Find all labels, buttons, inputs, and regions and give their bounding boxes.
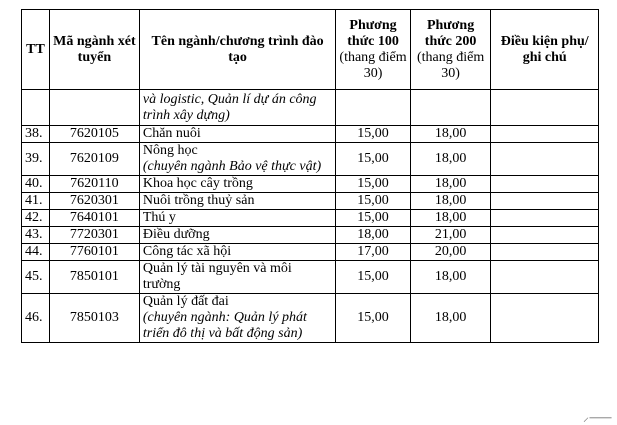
row-method100: 15,00: [336, 176, 410, 193]
row-tt: 44.: [22, 244, 50, 261]
row-note: [491, 244, 599, 261]
row-tt: 46.: [22, 294, 50, 343]
row-name-main: Quản lý đất đai: [142, 294, 229, 309]
header-method200-sub: (thang điểm 30): [416, 49, 485, 81]
row-code: 7850103: [49, 294, 139, 343]
row-method100: 15,00: [336, 126, 410, 143]
continuation-text: và logistic, Quản lí dự án công trình xây dựng): [139, 90, 335, 126]
header-note: Điều kiện phụ/ ghi chú: [491, 10, 599, 90]
table-row: [22, 261, 599, 294]
header-method100-sub: (thang điểm 30): [339, 49, 407, 81]
table-row: [22, 210, 599, 227]
row-tt: 42.: [22, 210, 50, 227]
row-name: [139, 176, 335, 193]
row-method100: 15,00: [336, 210, 410, 227]
header-row: [22, 10, 599, 90]
header-name: Tên ngành/chương trình đào tạo: [139, 10, 335, 90]
row-name: [139, 210, 335, 227]
row-note: [491, 176, 599, 193]
header-method100-title: Phương thức 100: [347, 17, 399, 49]
row-note: [491, 126, 599, 143]
row-method200: 18,00: [410, 294, 491, 343]
row-method200: 18,00: [410, 261, 491, 294]
row-name: [139, 244, 335, 261]
table-row: [22, 176, 599, 193]
row-note: [491, 227, 599, 244]
row-method100: 18,00: [336, 227, 410, 244]
row-name: [139, 294, 335, 343]
row-note: [491, 193, 599, 210]
row-method100: 15,00: [336, 261, 410, 294]
row-tt: 41.: [22, 193, 50, 210]
row-name: [139, 227, 335, 244]
row-method200: 18,00: [410, 210, 491, 227]
signature-mark: ⸝⸺: [583, 410, 613, 424]
row-method200: 20,00: [410, 244, 491, 261]
row-code: 7620110: [49, 176, 139, 193]
row-method200: 18,00: [410, 176, 491, 193]
row-code: 7640101: [49, 210, 139, 227]
row-note: [491, 294, 599, 343]
row-note: [491, 143, 599, 176]
row-tt: 38.: [22, 126, 50, 143]
row-name-specialization: (chuyên ngành Bảo vệ thực vật): [142, 159, 322, 174]
header-method200: [410, 10, 491, 90]
row-name-main: Thú y: [142, 210, 176, 225]
table-row: [22, 143, 599, 176]
row-code: 7720301: [49, 227, 139, 244]
admissions-table: [21, 9, 599, 343]
continuation-row: [22, 90, 599, 126]
row-method200: 21,00: [410, 227, 491, 244]
row-method200: 18,00: [410, 126, 491, 143]
row-note: [491, 210, 599, 227]
row-name-main: Công tác xã hội: [142, 244, 232, 259]
table-row: [22, 193, 599, 210]
table-row: [22, 227, 599, 244]
row-method200: 18,00: [410, 193, 491, 210]
header-tt: TT: [22, 10, 50, 90]
row-name-main: Nuôi trồng thuỷ sản: [142, 193, 255, 208]
row-name-main: Chăn nuôi: [142, 126, 201, 141]
row-tt: 39.: [22, 143, 50, 176]
row-method100: 15,00: [336, 193, 410, 210]
row-tt: 45.: [22, 261, 50, 294]
header-code: Mã ngành xét tuyển: [49, 10, 139, 90]
table-row: [22, 244, 599, 261]
row-name: [139, 193, 335, 210]
header-method100: [336, 10, 410, 90]
row-name: [139, 261, 335, 294]
table-row: [22, 126, 599, 143]
row-tt: 43.: [22, 227, 50, 244]
row-method100: 15,00: [336, 294, 410, 343]
row-name-main: Quản lý tài nguyên và môi trường: [142, 261, 292, 292]
row-name-main: Nông học: [142, 143, 198, 158]
row-tt: 40.: [22, 176, 50, 193]
row-code: 7620301: [49, 193, 139, 210]
row-note: [491, 261, 599, 294]
row-name-main: Điều dưỡng: [142, 227, 210, 242]
row-method200: 18,00: [410, 143, 491, 176]
row-code: 7850101: [49, 261, 139, 294]
row-name: [139, 126, 335, 143]
row-code: 7620109: [49, 143, 139, 176]
row-method100: 15,00: [336, 143, 410, 176]
table-row: [22, 294, 599, 343]
row-code: 7620105: [49, 126, 139, 143]
row-method100: 17,00: [336, 244, 410, 261]
header-method200-title: Phương thức 200: [424, 17, 477, 49]
row-name-main: Khoa học cây trồng: [142, 176, 253, 191]
row-code: 7760101: [49, 244, 139, 261]
row-name: [139, 143, 335, 176]
row-name-specialization: (chuyên ngành: Quản lý phát triển đô thị và bất động sản): [142, 310, 307, 341]
